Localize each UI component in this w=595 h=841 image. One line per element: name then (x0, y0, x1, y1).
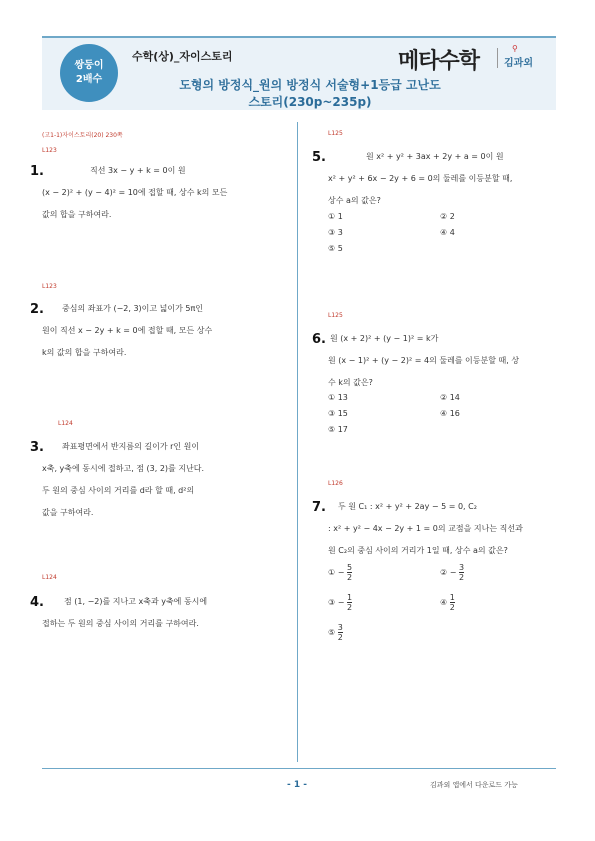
question-number: 2. (30, 302, 44, 317)
question-code: L124 (58, 420, 73, 427)
question-code: L126 (328, 480, 343, 487)
question-text (42, 591, 280, 635)
question-line: 상수 a의 값은? (328, 196, 381, 205)
choice-sign: − (449, 568, 457, 577)
question-line: 두 원의 중심 사이의 거리를 d라 할 때, d²의 (42, 486, 195, 495)
answer-choice[interactable]: ② 2 (440, 212, 455, 221)
answer-choice[interactable]: ③ 3 (328, 228, 343, 237)
footer-note: 김과외 앱에서 다운로드 가능 (430, 781, 518, 789)
numerator: 3 (337, 623, 343, 632)
answer-choice[interactable]: ① 1 (328, 212, 343, 221)
numerator: 1 (449, 593, 455, 602)
badge-line2: 2배수 (75, 74, 103, 85)
question-line: 점 (1, −2)를 지나고 x축과 y축에 동시에 (64, 597, 208, 606)
question-code: L123 (42, 283, 57, 290)
question-line: 직선 3x − y + k = 0이 원 (90, 166, 186, 175)
question-text (328, 496, 558, 562)
question-line: 값을 구하여라. (42, 508, 94, 517)
question-text (328, 328, 558, 394)
worksheet-title-line1: 도형의 방정식_원의 방정식 서술형+1등급 고난도 (179, 78, 441, 92)
choice-mark: ⑤ (328, 628, 336, 637)
choice-mark: ② (440, 568, 448, 577)
question-text (328, 146, 558, 212)
answer-choice[interactable]: ⑤ 5 (328, 244, 343, 253)
choice-fraction (450, 593, 455, 612)
answer-choice[interactable]: ① 13 (328, 393, 348, 402)
question-line: 원이 직선 x − 2y + k = 0에 접할 때, 모든 상수 (42, 326, 213, 335)
denominator: 2 (346, 573, 353, 582)
question-code: L125 (328, 312, 343, 319)
worksheet-title-line2: 스토리(230p~235p) (248, 95, 372, 109)
question-line: x² + y² + 6x − 2y + 6 = 0의 둘레를 이등분할 때, (328, 174, 513, 183)
answer-choice[interactable] (440, 593, 455, 612)
question-line: 원 (x + 2)² + (y − 1)² = k가 (330, 334, 439, 343)
logo-divider (497, 48, 498, 68)
question-number: 5. (312, 150, 326, 165)
question-code: L123 (42, 147, 57, 154)
choice-mark: ① (328, 568, 336, 577)
question-code: L125 (328, 130, 343, 137)
question-line: 접하는 두 원의 중심 사이의 거리를 구하여라. (42, 619, 199, 628)
course-title: 수학(상)_자이스토리 (132, 50, 233, 63)
answer-choice[interactable]: ⑤ 17 (328, 425, 348, 434)
question-number: 7. (312, 500, 326, 515)
answer-choice[interactable]: ④ 4 (440, 228, 455, 237)
denominator: 2 (449, 603, 455, 612)
answer-choice[interactable] (328, 623, 343, 642)
person-icon: ⚲ (512, 44, 518, 53)
question-text (42, 436, 280, 524)
footer-rule (42, 768, 556, 769)
question-line: (x − 2)² + (y − 4)² = 10에 접할 때, 상수 k의 모든 (42, 188, 228, 197)
choice-sign: − (337, 568, 345, 577)
question-line: 값의 합을 구하여라. (42, 210, 112, 219)
question-number: 1. (30, 164, 44, 179)
question-line: 원 C₂의 중심 사이의 거리가 1일 때, 상수 a의 값은? (328, 546, 508, 555)
page-number: - 1 - (287, 780, 307, 790)
answer-choice[interactable]: ② 14 (440, 393, 460, 402)
question-number: 4. (30, 595, 44, 610)
question-line: 좌표평면에서 반지름의 길이가 r인 원이 (62, 442, 200, 451)
choice-fraction (459, 563, 464, 582)
denominator: 2 (337, 633, 343, 642)
choice-fraction (347, 593, 352, 612)
question-line: 중심의 좌표가 (−2, 3)이고 넓이가 5π인 (62, 304, 204, 313)
badge (60, 44, 118, 102)
answer-choice[interactable] (328, 563, 352, 582)
numerator: 1 (346, 593, 353, 602)
choice-fraction (338, 623, 343, 642)
denominator: 2 (346, 603, 353, 612)
answer-choice[interactable]: ③ 15 (328, 409, 348, 418)
answer-choice[interactable] (440, 563, 464, 582)
question-line: : x² + y² − 4x − 2y + 1 = 0의 교점을 지나는 직선과 (328, 524, 523, 533)
question-line: 원 (x − 1)² + (y − 2)² = 4의 둘레를 이등분할 때, 상 (328, 356, 520, 365)
numerator: 3 (458, 563, 465, 572)
choice-mark: ④ (440, 598, 448, 607)
question-line: 두 원 C₁ : x² + y² + 2ay − 5 = 0, C₂ (338, 502, 477, 511)
choice-sign: − (337, 598, 345, 607)
brand-logo: 메타수학 (398, 49, 480, 74)
answer-choice[interactable] (328, 593, 352, 612)
source-line: (고1-1)자이스토리(20) 230쪽 (42, 132, 123, 139)
answer-choice[interactable]: ④ 16 (440, 409, 460, 418)
question-line: 원 x² + y² + 3ax + 2y + a = 0이 원 (366, 152, 504, 161)
question-number: 3. (30, 440, 44, 455)
question-line: 수 k의 값은? (328, 378, 373, 387)
brand-logo-secondary: 김과외 (504, 58, 533, 69)
choice-fraction (347, 563, 352, 582)
question-text (42, 160, 280, 226)
choice-mark: ③ (328, 598, 336, 607)
question-text (42, 298, 280, 364)
question-code: L124 (42, 574, 57, 581)
question-line: k의 값의 합을 구하여라. (42, 348, 127, 357)
question-number: 6. (312, 332, 326, 347)
column-divider (297, 122, 298, 762)
numerator: 5 (346, 563, 353, 572)
question-line: x축, y축에 동시에 접하고, 점 (3, 2)를 지난다. (42, 464, 205, 473)
denominator: 2 (458, 573, 465, 582)
badge-line1: 쌍둥이 (74, 60, 104, 71)
